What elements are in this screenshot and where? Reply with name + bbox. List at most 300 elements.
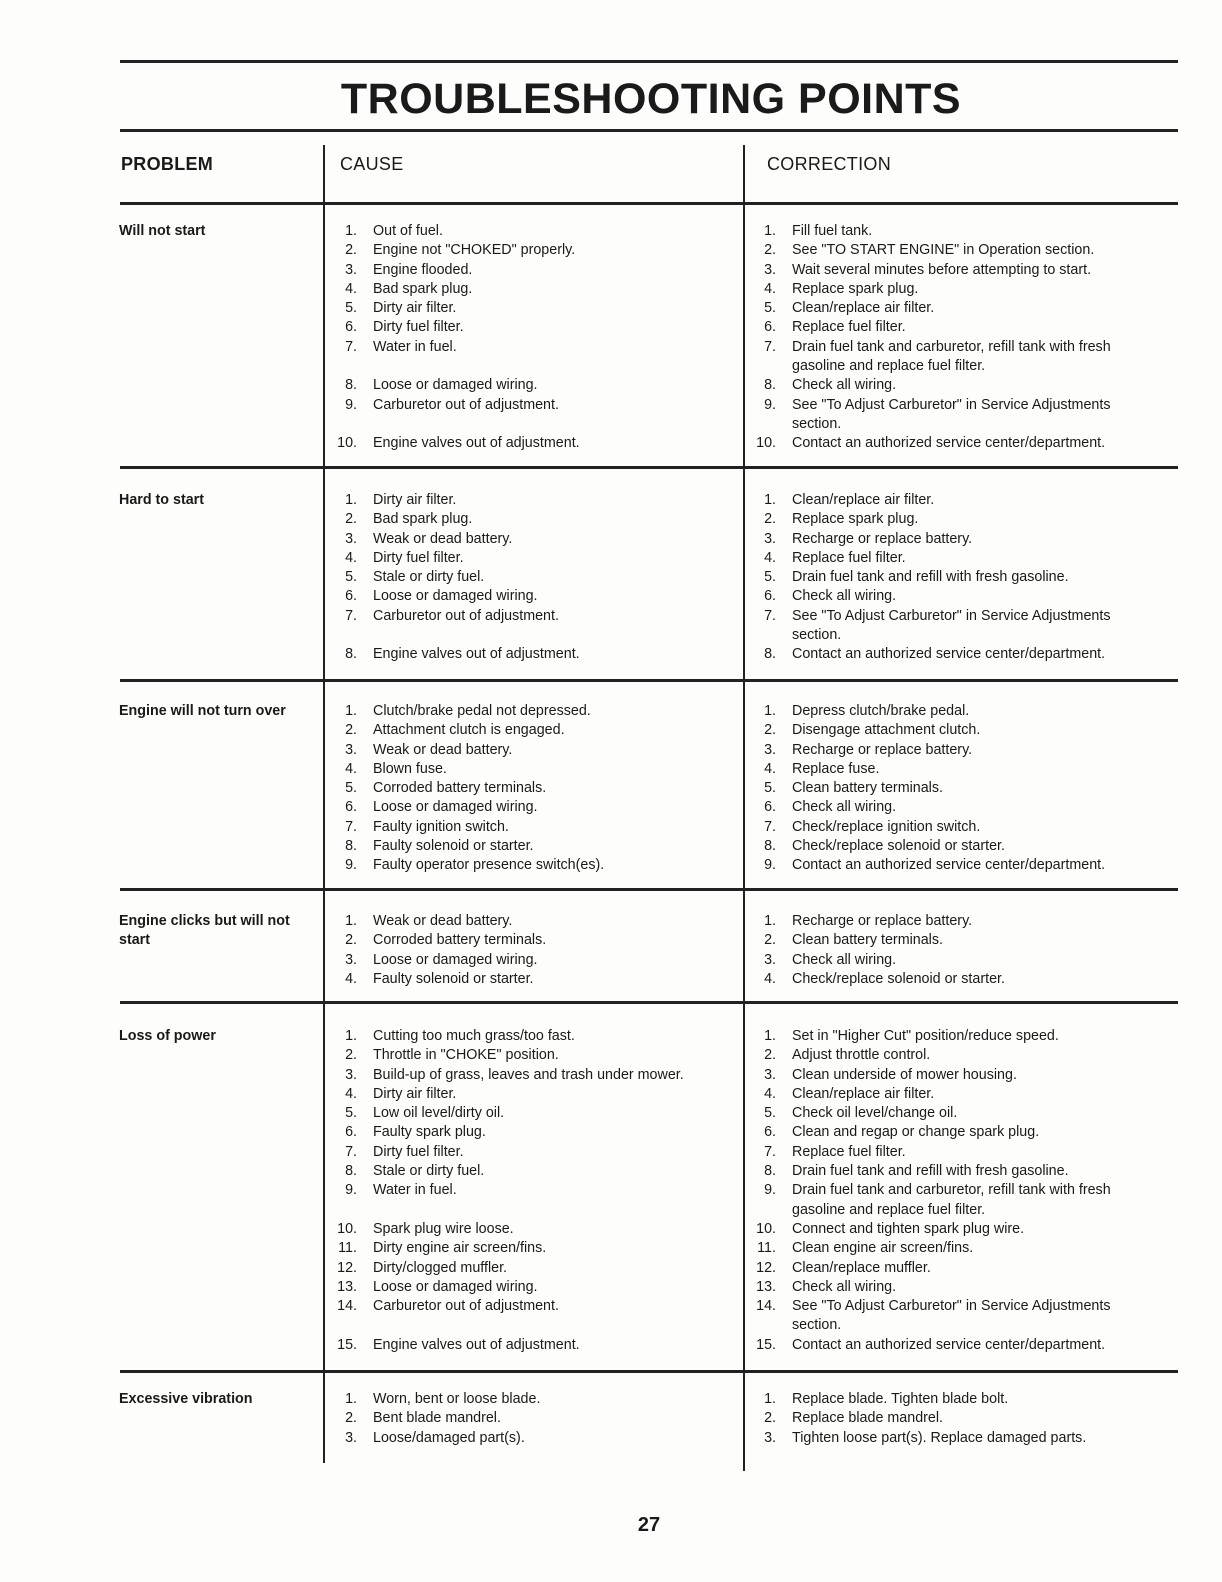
item-number: 2.	[345, 1047, 357, 1064]
item-number: 2.	[345, 932, 357, 949]
item-text: Loose/damaged part(s).	[373, 1429, 525, 1446]
item-text: Replace fuse.	[792, 760, 880, 777]
page-title: TROUBLESHOOTING POINTS	[340, 75, 962, 123]
item-number: 8.	[764, 646, 776, 663]
item-text: Dirty air filter.	[373, 300, 457, 317]
item-number: 10.	[337, 435, 357, 452]
item-number: 6.	[764, 588, 776, 605]
section-divider	[120, 466, 1178, 469]
section-divider	[120, 1370, 1178, 1373]
cause-list	[333, 1027, 738, 1355]
item-text: Attachment clutch is engaged.	[373, 722, 565, 739]
cause-item	[333, 1143, 738, 1162]
item-number: 11.	[338, 1240, 357, 1257]
correction-item	[752, 491, 1162, 510]
item-text: gasoline and replace fuel filter.	[792, 358, 986, 375]
item-text: Engine flooded.	[373, 261, 473, 278]
item-number: 8.	[764, 838, 776, 855]
cause-item	[333, 415, 738, 434]
correction-item	[752, 645, 1162, 664]
item-text: Recharge or replace battery.	[792, 741, 973, 758]
item-text: Replace spark plug.	[792, 511, 919, 528]
item-number: 3.	[764, 951, 776, 968]
cause-item	[333, 1123, 738, 1142]
item-number: 6.	[345, 799, 357, 816]
correction-list	[752, 702, 1162, 876]
cause-list	[333, 702, 738, 876]
item-number: 10.	[337, 1220, 357, 1237]
item-text: Drain fuel tank and refill with fresh gasoline.	[792, 569, 1069, 586]
item-number: 4.	[764, 1085, 776, 1102]
item-number: 13.	[337, 1278, 357, 1295]
cause-item	[333, 1239, 738, 1258]
correction-list	[752, 1390, 1162, 1448]
item-text: Clutch/brake pedal not depressed.	[373, 703, 591, 719]
item-number: 3.	[345, 741, 357, 758]
item-text: Wait several minutes before attempting to start.	[792, 261, 1092, 278]
item-text: section.	[792, 1317, 842, 1334]
item-number: 3.	[345, 1429, 357, 1446]
correction-list	[752, 222, 1162, 454]
section-divider	[120, 1001, 1178, 1004]
item-text: Clean/replace air filter.	[792, 492, 935, 508]
item-number: 4.	[345, 970, 357, 987]
item-text: Check all wiring.	[792, 377, 897, 394]
item-number: 6.	[345, 1124, 357, 1141]
item-number: 2.	[345, 511, 357, 528]
correction-item	[752, 1085, 1162, 1104]
item-number: 3.	[345, 261, 357, 278]
cause-item	[333, 338, 738, 357]
item-number: 1.	[764, 1028, 776, 1044]
correction-list	[752, 1027, 1162, 1355]
item-number: 2.	[345, 722, 357, 739]
item-text: Engine not "CHOKED" properly.	[373, 242, 576, 259]
item-text: Worn, bent or loose blade.	[373, 1391, 541, 1407]
item-text: Water in fuel.	[373, 338, 457, 355]
column-divider-correction	[743, 145, 745, 1471]
item-text: Dirty fuel filter.	[373, 1143, 464, 1160]
cause-item	[333, 951, 738, 970]
cause-item	[333, 1201, 738, 1220]
item-number: 4.	[764, 760, 776, 777]
item-text: Build-up of grass, leaves and trash under mower.	[373, 1066, 684, 1083]
item-number: 8.	[764, 1163, 776, 1180]
correction-item	[752, 1104, 1162, 1123]
cause-item	[333, 1162, 738, 1181]
correction-item	[752, 396, 1162, 415]
item-text: Carburetor out of adjustment.	[373, 396, 559, 413]
correction-item	[752, 607, 1162, 626]
item-text: Loose or damaged wiring.	[373, 799, 538, 816]
item-text: Clean/replace muffler.	[792, 1259, 931, 1276]
correction-item	[752, 1239, 1162, 1258]
item-text: Faulty spark plug.	[373, 1124, 486, 1141]
item-number: 3.	[764, 261, 776, 278]
item-text: Check all wiring.	[792, 951, 897, 968]
item-number: 3.	[345, 1066, 357, 1083]
item-number: 1.	[764, 703, 776, 719]
problem-label: Will not start	[119, 223, 206, 239]
item-number: 1.	[345, 1028, 357, 1044]
problem-label: Excessive vibration	[119, 1391, 253, 1407]
item-number: 7.	[764, 607, 776, 624]
item-number: 7.	[345, 607, 357, 624]
item-number: 4.	[345, 760, 357, 777]
correction-item	[752, 779, 1162, 798]
cause-item	[333, 1066, 738, 1085]
item-text: Faulty operator presence switch(es).	[373, 857, 605, 874]
item-text: See "To Adjust Carburetor" in Service Adjustments	[792, 396, 1111, 413]
correction-item	[752, 1181, 1162, 1200]
item-text: Contact an authorized service center/department.	[792, 435, 1106, 452]
cause-item	[333, 491, 738, 510]
item-number: 9.	[764, 396, 776, 413]
correction-item	[752, 1390, 1162, 1409]
item-text: Engine valves out of adjustment.	[373, 1336, 580, 1353]
item-text: Weak or dead battery.	[373, 530, 513, 547]
item-number: 5.	[345, 780, 357, 797]
item-text: See "To Adjust Carburetor" in Service Adjustments	[792, 607, 1111, 624]
item-text: Faulty solenoid or starter.	[373, 838, 534, 855]
item-text: Check all wiring.	[792, 588, 897, 605]
item-text: Dirty engine air screen/fins.	[373, 1240, 547, 1257]
item-number: 7.	[764, 1143, 776, 1160]
cause-item	[333, 970, 738, 989]
correction-item	[752, 951, 1162, 970]
item-number: 10.	[756, 1220, 776, 1237]
item-number: 11.	[757, 1240, 776, 1257]
cause-item	[333, 837, 738, 856]
cause-item	[333, 721, 738, 740]
cause-item	[333, 1297, 738, 1316]
item-number: 15.	[756, 1336, 776, 1353]
item-text: Clean and regap or change spark plug.	[792, 1124, 1040, 1141]
item-number: 8.	[345, 838, 357, 855]
header-problem: PROBLEM	[121, 154, 214, 174]
item-text: Faulty solenoid or starter.	[373, 970, 534, 987]
cause-item	[333, 779, 738, 798]
cause-item	[333, 1259, 738, 1278]
cause-list	[333, 912, 738, 989]
cause-item	[333, 241, 738, 260]
item-number: 2.	[764, 242, 776, 259]
cause-list	[333, 222, 738, 454]
correction-item	[752, 798, 1162, 817]
cause-item	[333, 1390, 738, 1409]
item-text: Clean/replace air filter.	[792, 300, 935, 317]
correction-item	[752, 415, 1162, 434]
item-number: 1.	[764, 1391, 776, 1407]
correction-list	[752, 491, 1162, 665]
cause-item	[333, 1220, 738, 1239]
item-number: 9.	[764, 857, 776, 874]
item-number: 3.	[764, 1429, 776, 1446]
item-text: Check oil level/change oil.	[792, 1105, 958, 1122]
cause-item	[333, 376, 738, 395]
item-number: 9.	[345, 396, 357, 413]
item-text: Spark plug wire loose.	[373, 1220, 514, 1237]
item-text: Carburetor out of adjustment.	[373, 1298, 559, 1315]
cause-item	[333, 568, 738, 587]
item-number: 15.	[337, 1336, 357, 1353]
cause-item	[333, 530, 738, 549]
correction-item	[752, 856, 1162, 875]
section-divider	[120, 888, 1178, 891]
cause-item	[333, 856, 738, 875]
correction-item	[752, 587, 1162, 606]
item-number: 5.	[345, 569, 357, 586]
cause-item	[333, 280, 738, 299]
item-number: 3.	[345, 951, 357, 968]
correction-item	[752, 970, 1162, 989]
item-text: Loose or damaged wiring.	[373, 951, 538, 968]
correction-item	[752, 299, 1162, 318]
correction-item	[752, 1143, 1162, 1162]
item-text: Check/replace ignition switch.	[792, 818, 981, 835]
cause-item	[333, 549, 738, 568]
item-text: Low oil level/dirty oil.	[373, 1105, 505, 1122]
item-text: Tighten loose part(s). Replace damaged parts.	[792, 1429, 1087, 1446]
correction-item	[752, 1409, 1162, 1428]
item-number: 6.	[764, 799, 776, 816]
item-text: Corroded battery terminals.	[373, 780, 547, 797]
correction-item	[752, 1336, 1162, 1355]
cause-item	[333, 1409, 738, 1428]
cause-list	[333, 491, 738, 665]
item-number: 1.	[345, 1391, 357, 1407]
item-text: Clean engine air screen/fins.	[792, 1240, 974, 1257]
item-text: Carburetor out of adjustment.	[373, 607, 559, 624]
cause-item	[333, 1046, 738, 1065]
item-number: 4.	[345, 1085, 357, 1102]
correction-item	[752, 1201, 1162, 1220]
item-text: Replace blade mandrel.	[792, 1410, 944, 1427]
item-number: 3.	[764, 741, 776, 758]
item-text: Throttle in "CHOKE" position.	[373, 1047, 559, 1064]
correction-item	[752, 1297, 1162, 1316]
item-number: 4.	[764, 970, 776, 987]
item-number: 14.	[337, 1298, 357, 1315]
cause-item	[333, 396, 738, 415]
item-text: See "TO START ENGINE" in Operation section.	[792, 242, 1095, 259]
item-text: Weak or dead battery.	[373, 741, 513, 758]
correction-item	[752, 568, 1162, 587]
item-number: 5.	[764, 569, 776, 586]
item-number: 2.	[764, 1410, 776, 1427]
item-text: Loose or damaged wiring.	[373, 1278, 538, 1295]
item-number: 1.	[345, 913, 357, 929]
header-rule	[120, 202, 1178, 205]
correction-item	[752, 357, 1162, 376]
item-text: Dirty air filter.	[373, 1085, 457, 1102]
item-number: 7.	[764, 338, 776, 355]
item-text: Clean battery terminals.	[792, 932, 943, 949]
item-text: Dirty air filter.	[373, 492, 457, 508]
item-text: Replace spark plug.	[792, 280, 919, 297]
item-number: 7.	[345, 818, 357, 835]
item-number: 6.	[764, 319, 776, 336]
correction-item	[752, 1316, 1162, 1335]
correction-item	[752, 222, 1162, 241]
section-divider	[120, 679, 1178, 682]
correction-item	[752, 318, 1162, 337]
top-rule	[120, 60, 1178, 63]
item-text: Replace fuel filter.	[792, 549, 906, 566]
correction-item	[752, 702, 1162, 721]
item-text: Replace fuel filter.	[792, 1143, 906, 1160]
item-number: 8.	[345, 377, 357, 394]
item-number: 7.	[345, 338, 357, 355]
item-number: 6.	[345, 319, 357, 336]
item-number: 13.	[756, 1278, 776, 1295]
correction-item	[752, 1259, 1162, 1278]
correction-item	[752, 760, 1162, 779]
item-text: Disengage attachment clutch.	[792, 722, 981, 739]
cause-item	[333, 818, 738, 837]
item-text: Recharge or replace battery.	[792, 530, 973, 547]
correction-item	[752, 721, 1162, 740]
correction-item	[752, 549, 1162, 568]
cause-item	[333, 434, 738, 453]
item-number: 4.	[345, 280, 357, 297]
item-text: Connect and tighten spark plug wire.	[792, 1220, 1025, 1237]
item-number: 1.	[345, 703, 357, 719]
correction-item	[752, 1066, 1162, 1085]
item-text: Weak or dead battery.	[373, 913, 513, 929]
cause-item	[333, 1429, 738, 1448]
item-number: 5.	[345, 1105, 357, 1122]
cause-item	[333, 261, 738, 280]
item-text: Clean/replace air filter.	[792, 1085, 935, 1102]
item-number: 7.	[764, 818, 776, 835]
problem-label: Loss of power	[119, 1028, 216, 1044]
item-text: Drain fuel tank and refill with fresh gasoline.	[792, 1163, 1069, 1180]
correction-item	[752, 1123, 1162, 1142]
item-text: Recharge or replace battery.	[792, 913, 973, 929]
page-number: 27	[637, 1514, 661, 1536]
item-number: 4.	[764, 280, 776, 297]
item-number: 5.	[764, 780, 776, 797]
correction-item	[752, 338, 1162, 357]
cause-item	[333, 1181, 738, 1200]
cause-item	[333, 1085, 738, 1104]
correction-item	[752, 818, 1162, 837]
cause-item	[333, 299, 738, 318]
item-number: 1.	[764, 913, 776, 929]
cause-item	[333, 702, 738, 721]
item-number: 8.	[345, 646, 357, 663]
item-text: Faulty ignition switch.	[373, 818, 509, 835]
item-text: Stale or dirty fuel.	[373, 569, 485, 586]
correction-item	[752, 1278, 1162, 1297]
item-number: 1.	[764, 492, 776, 508]
item-number: 2.	[764, 1047, 776, 1064]
cause-item	[333, 626, 738, 645]
item-number: 2.	[764, 722, 776, 739]
item-number: 3.	[764, 530, 776, 547]
item-text: Dirty/clogged muffler.	[373, 1259, 508, 1276]
item-text: Stale or dirty fuel.	[373, 1163, 485, 1180]
item-text: Bad spark plug.	[373, 511, 473, 528]
item-number: 1.	[345, 492, 357, 508]
cause-item	[333, 357, 738, 376]
item-number: 9.	[345, 1182, 357, 1199]
item-text: Set in "Higher Cut" position/reduce speed.	[792, 1028, 1059, 1044]
cause-item	[333, 931, 738, 950]
item-number: 3.	[764, 1066, 776, 1083]
item-number: 12.	[337, 1259, 357, 1276]
item-text: Cutting too much grass/too fast.	[373, 1028, 575, 1044]
item-number: 14.	[756, 1298, 776, 1315]
item-text: Check all wiring.	[792, 1278, 897, 1295]
item-number: 8.	[764, 377, 776, 394]
item-text: Contact an authorized service center/department.	[792, 857, 1106, 874]
item-number: 2.	[345, 242, 357, 259]
item-text: Dirty fuel filter.	[373, 319, 464, 336]
item-text: Engine valves out of adjustment.	[373, 646, 580, 663]
correction-item	[752, 837, 1162, 856]
item-text: Loose or damaged wiring.	[373, 588, 538, 605]
item-text: Dirty fuel filter.	[373, 549, 464, 566]
correction-item	[752, 530, 1162, 549]
item-text: Drain fuel tank and carburetor, refill tank with fresh	[792, 1182, 1111, 1199]
item-number: 1.	[345, 223, 357, 239]
item-number: 7.	[345, 1143, 357, 1160]
item-text: gasoline and replace fuel filter.	[792, 1201, 986, 1218]
item-number: 5.	[345, 300, 357, 317]
item-number: 2.	[345, 1410, 357, 1427]
correction-item	[752, 1046, 1162, 1065]
cause-list	[333, 1390, 738, 1448]
item-number: 3.	[345, 530, 357, 547]
item-number: 10.	[756, 435, 776, 452]
item-text: Clean underside of mower housing.	[792, 1066, 1017, 1083]
item-number: 5.	[764, 1105, 776, 1122]
cause-item	[333, 1278, 738, 1297]
item-number: 6.	[764, 1124, 776, 1141]
item-number: 9.	[345, 857, 357, 874]
item-text: Check all wiring.	[792, 799, 897, 816]
cause-item	[333, 1316, 738, 1335]
item-text: Out of fuel.	[373, 223, 443, 239]
item-text: section.	[792, 415, 842, 432]
item-text: Loose or damaged wiring.	[373, 377, 538, 394]
item-number: 9.	[764, 1182, 776, 1199]
correction-item	[752, 912, 1162, 931]
problem-label: Engine clicks but will not start	[119, 913, 290, 949]
item-text: Adjust throttle control.	[792, 1047, 931, 1064]
item-number: 12.	[756, 1259, 776, 1276]
cause-item	[333, 1104, 738, 1123]
problem-label: Hard to start	[119, 492, 204, 508]
item-text: Depress clutch/brake pedal.	[792, 703, 970, 719]
item-text: Bad spark plug.	[373, 280, 473, 297]
correction-item	[752, 434, 1162, 453]
correction-item	[752, 1027, 1162, 1046]
correction-item	[752, 376, 1162, 395]
correction-list	[752, 912, 1162, 989]
item-text: Corroded battery terminals.	[373, 932, 547, 949]
problem-label: Engine will not turn over	[119, 703, 286, 719]
item-text: Drain fuel tank and carburetor, refill tank with fresh	[792, 338, 1111, 355]
title-rule	[120, 129, 1178, 132]
item-text: section.	[792, 627, 842, 644]
item-text: Water in fuel.	[373, 1182, 457, 1199]
item-text: See "To Adjust Carburetor" in Service Adjustments	[792, 1298, 1111, 1315]
item-text: Bent blade mandrel.	[373, 1410, 501, 1427]
correction-item	[752, 510, 1162, 529]
